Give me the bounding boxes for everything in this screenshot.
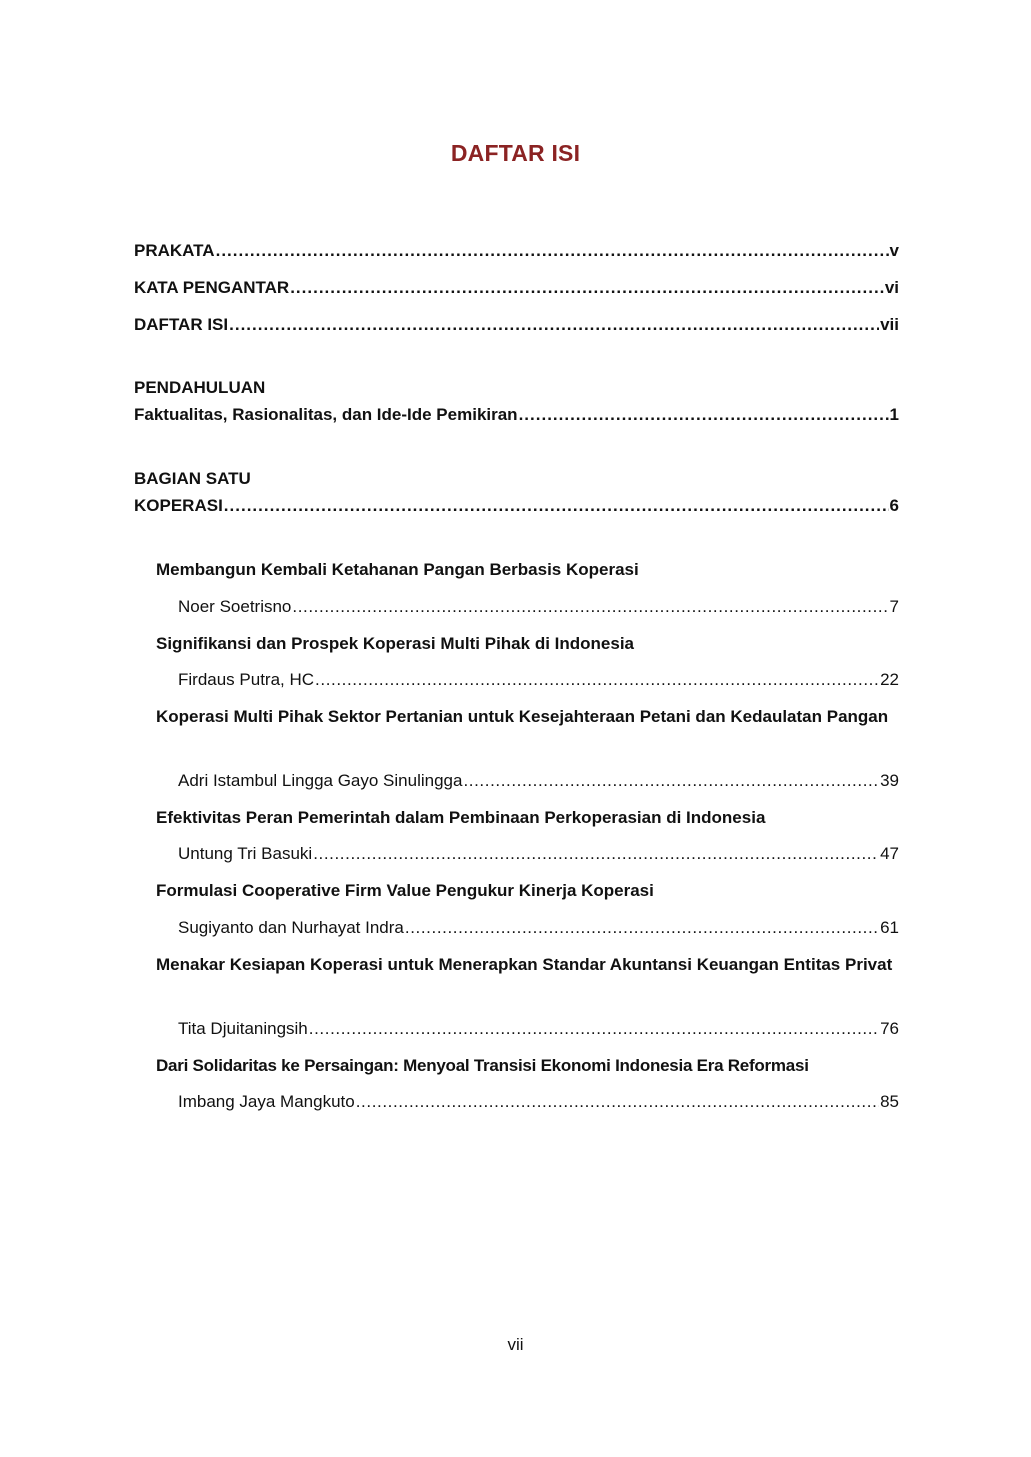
toc-entry-page: 7 <box>889 597 899 616</box>
article-title: Dari Solidaritas ke Persaingan: Menyoal Transisi Ekonomi Indonesia Era Reformasi <box>156 1056 809 1075</box>
article-title: Menakar Kesiapan Koperasi untuk Menerapkan Standar Akuntansi Keuangan Entitas Privat <box>156 955 893 974</box>
dot-leader <box>463 770 879 792</box>
toc-entry-page: 6 <box>889 496 899 515</box>
dot-leader <box>292 596 888 618</box>
article-author: Noer Soetrisno <box>178 597 292 616</box>
toc-entry-page: 1 <box>889 405 899 424</box>
toc-entry-article[interactable] <box>178 669 899 691</box>
toc-entry-page: 47 <box>880 844 899 863</box>
toc-entry-koperasi[interactable] <box>134 495 899 517</box>
toc-entry-page: 61 <box>880 918 899 937</box>
dot-leader <box>313 843 879 865</box>
dot-leader <box>216 240 889 262</box>
page-title: DAFTAR ISI <box>450 140 581 166</box>
article-title: Efektivitas Peran Pemerintah dalam Pembinaan Perkoperasian di Indonesia <box>156 808 766 827</box>
article-title: Signifikansi dan Prospek Koperasi Multi Pihak di Indonesia <box>156 634 634 653</box>
article-title: Koperasi Multi Pihak Sektor Pertanian untuk Kesejahteraan Petani dan Kedaulatan Pangan <box>156 707 889 726</box>
toc-entry-article[interactable] <box>178 596 899 618</box>
toc-entry-page: v <box>889 241 899 260</box>
toc-entry-page: 85 <box>880 1092 899 1111</box>
article-author: Imbang Jaya Mangkuto <box>178 1092 355 1111</box>
toc-entry-label: PRAKATA <box>134 241 215 260</box>
toc-entry-kata-pengantar[interactable] <box>134 277 899 299</box>
article-title: Formulasi Cooperative Firm Value Pengukur Kinerja Koperasi <box>156 881 654 900</box>
dot-leader <box>290 277 884 299</box>
dot-leader <box>405 917 879 939</box>
article-author: Firdaus Putra, HC <box>178 670 315 689</box>
article-author: Tita Djuitaningsih <box>178 1019 308 1038</box>
article-title: Membangun Kembali Ketahanan Pangan Berbasis Koperasi <box>156 560 639 579</box>
toc-entry-page: 39 <box>880 771 899 790</box>
dot-leader <box>356 1091 879 1113</box>
toc-entry-label: Faktualitas, Rasionalitas, dan Ide-Ide Pemikiran <box>134 405 518 424</box>
dot-leader <box>229 314 879 336</box>
toc-entry-label: KATA PENGANTAR <box>134 278 290 297</box>
article-author: Adri Istambul Lingga Gayo Sinulingga <box>178 771 463 790</box>
toc-entry-prakata[interactable] <box>134 240 899 262</box>
toc-entry-article[interactable] <box>178 1018 899 1040</box>
toc-entry-article[interactable] <box>178 770 899 792</box>
dot-leader <box>224 495 889 517</box>
toc-entry-article[interactable] <box>178 917 899 939</box>
dot-leader <box>309 1018 879 1040</box>
toc-entry-page: 76 <box>880 1019 899 1038</box>
toc-entry-article[interactable] <box>178 1091 899 1113</box>
section-heading-bagian-satu: BAGIAN SATU <box>134 469 251 488</box>
toc-entry-label: DAFTAR ISI <box>134 315 229 334</box>
article-author: Untung Tri Basuki <box>178 844 313 863</box>
dot-leader <box>315 669 879 691</box>
toc-entry-article[interactable] <box>178 843 899 865</box>
article-author: Sugiyanto dan Nurhayat Indra <box>178 918 404 937</box>
toc-entry-page: vi <box>884 278 899 297</box>
toc-entry-daftar-isi[interactable] <box>134 314 899 336</box>
toc-entry-page: 22 <box>880 670 899 689</box>
section-heading-pendahuluan: PENDAHULUAN <box>134 378 266 397</box>
toc-entry-pendahuluan[interactable] <box>134 404 899 426</box>
dot-leader <box>519 404 889 426</box>
page-number: vii <box>507 1335 524 1354</box>
toc-entry-label: KOPERASI <box>134 496 223 515</box>
toc-entry-page: vii <box>880 315 899 334</box>
